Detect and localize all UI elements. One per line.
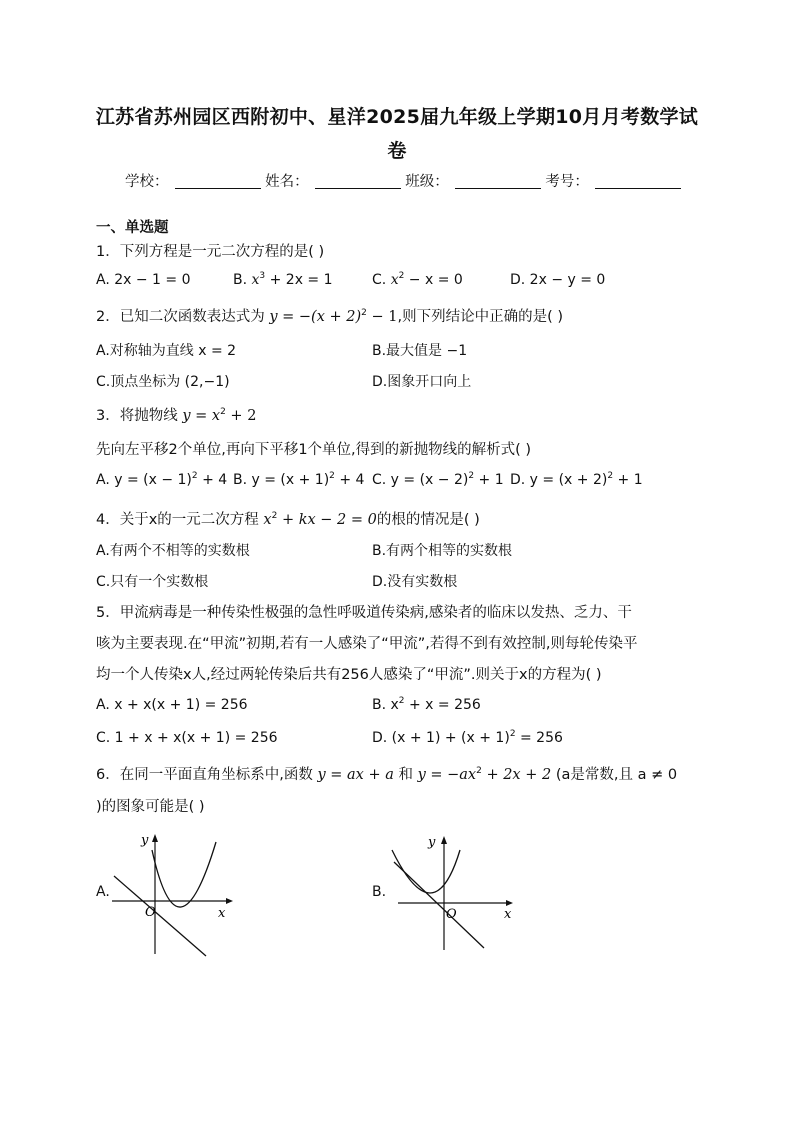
q5-option-b: B. $x^2 + x = 256$ [372, 696, 481, 713]
id-label: 考号： [545, 174, 589, 190]
title-line-1: 江苏省苏州园区西附初中、星洋2025届九年级上学期10月月考数学试 [95, 106, 699, 128]
q3-option-d: D. $y = (x + 2)^2 + 1$ [510, 471, 643, 488]
school-blank[interactable] [175, 174, 261, 189]
school-label: 学校： [125, 174, 169, 190]
origin-label: O [446, 907, 457, 922]
q2-stem: 2．已知二次函数表达式为 $y = -(x + 2)^2 - 1$,则下列结论中正确的是( ) [96, 308, 564, 325]
q1-stem: 1．下列方程是一元二次方程的是( ) [96, 244, 325, 260]
q3-stem-2: 先向左平移2个单位,再向下平移1个单位,得到的新抛物线的解析式( ) [96, 442, 532, 458]
q6-graph-a [108, 828, 238, 958]
origin-label: O [145, 905, 156, 920]
class-label: 班级： [405, 174, 449, 190]
parabola-b [392, 850, 460, 893]
q1-option-c: C. $x^2 - x = 0$ [372, 271, 463, 288]
q3-option-c: C. $y = (x - 2)^2 + 1$ [372, 471, 504, 488]
q6-option-b-label: B. [372, 884, 387, 900]
y-axis-arrow [441, 836, 447, 844]
q2-option-c: C.顶点坐标为 (2,−1) [96, 374, 230, 390]
y-axis-label: y [141, 833, 149, 848]
student-info [125, 170, 681, 191]
x-axis-label: x [504, 907, 512, 922]
q5-stem-2: 咳为主要表现.在“甲流”初期,若有一人感染了“甲流”,若得不到有效控制,则每轮传染平 [96, 636, 638, 652]
q2-option-a: A.对称轴为直线 x = 2 [96, 343, 237, 359]
name-label: 姓名： [265, 174, 309, 190]
exam-title [90, 100, 704, 168]
parabola-a [152, 842, 216, 907]
q3-option-a: A. $y = (x - 1)^2 + 4$ [96, 471, 228, 488]
q4-option-c: C.只有一个实数根 [96, 574, 209, 590]
q6-graph-b [384, 828, 524, 958]
q6-stem-1: 6．在同一平面直角坐标系中,函数 y = ax + a 和 $y = -ax^2 + 2x + 2$ (a是常数,且 a ≠ 0 [96, 766, 678, 783]
x-axis-label: x [218, 906, 226, 921]
class-blank[interactable] [455, 174, 541, 189]
x-axis-arrow [226, 898, 233, 904]
q1-option-b: B. $x^3 + 2x = 1$ [233, 271, 333, 288]
q2-option-b: B.最大值是 −1 [372, 343, 468, 359]
q5-option-a: A. x + x(x + 1) = 256 [96, 697, 248, 713]
title-line-2: 卷 [387, 140, 407, 162]
q5-option-d: D. $(x + 1) + (x + 1)^2 = 256$ [372, 729, 563, 746]
q3-option-b: B. $y = (x + 1)^2 + 4$ [233, 471, 365, 488]
q4-stem: 4．关于x的一元二次方程 $x^2$ + kx − 2 = 0的根的情况是( ) [96, 511, 480, 528]
x-axis-arrow [506, 900, 513, 906]
q5-option-c: C. 1 + x + x(x + 1) = 256 [96, 730, 278, 746]
q6-option-a-label: A. [96, 884, 110, 900]
id-blank[interactable] [595, 174, 681, 189]
line-b [394, 862, 484, 948]
section-heading: 一、单选题 [96, 220, 169, 236]
q6-stem-2: )的图象可能是( ) [96, 799, 205, 815]
line-a [114, 876, 206, 956]
q2-option-d: D.图象开口向上 [372, 374, 472, 390]
y-axis-arrow [152, 834, 158, 842]
q1-option-d: D. 2x − y = 0 [510, 272, 606, 288]
name-blank[interactable] [315, 174, 401, 189]
q4-option-b: B.有两个相等的实数根 [372, 543, 513, 559]
q1-option-a: A. 2x − 1 = 0 [96, 272, 191, 288]
y-axis-label: y [428, 835, 436, 850]
q4-option-a: A.有两个不相等的实数根 [96, 543, 250, 559]
q5-stem-3: 均一个人传染x人,经过两轮传染后共有256人感染了“甲流”.则关于x的方程为( ) [96, 667, 602, 683]
q5-stem-1: 5．甲流病毒是一种传染性极强的急性呼吸道传染病,感染者的临床以发热、乏力、干 [96, 605, 632, 621]
q3-stem: 3．将抛物线 $y = x^2 + 2$ [96, 407, 257, 424]
q4-option-d: D.没有实数根 [372, 574, 458, 590]
